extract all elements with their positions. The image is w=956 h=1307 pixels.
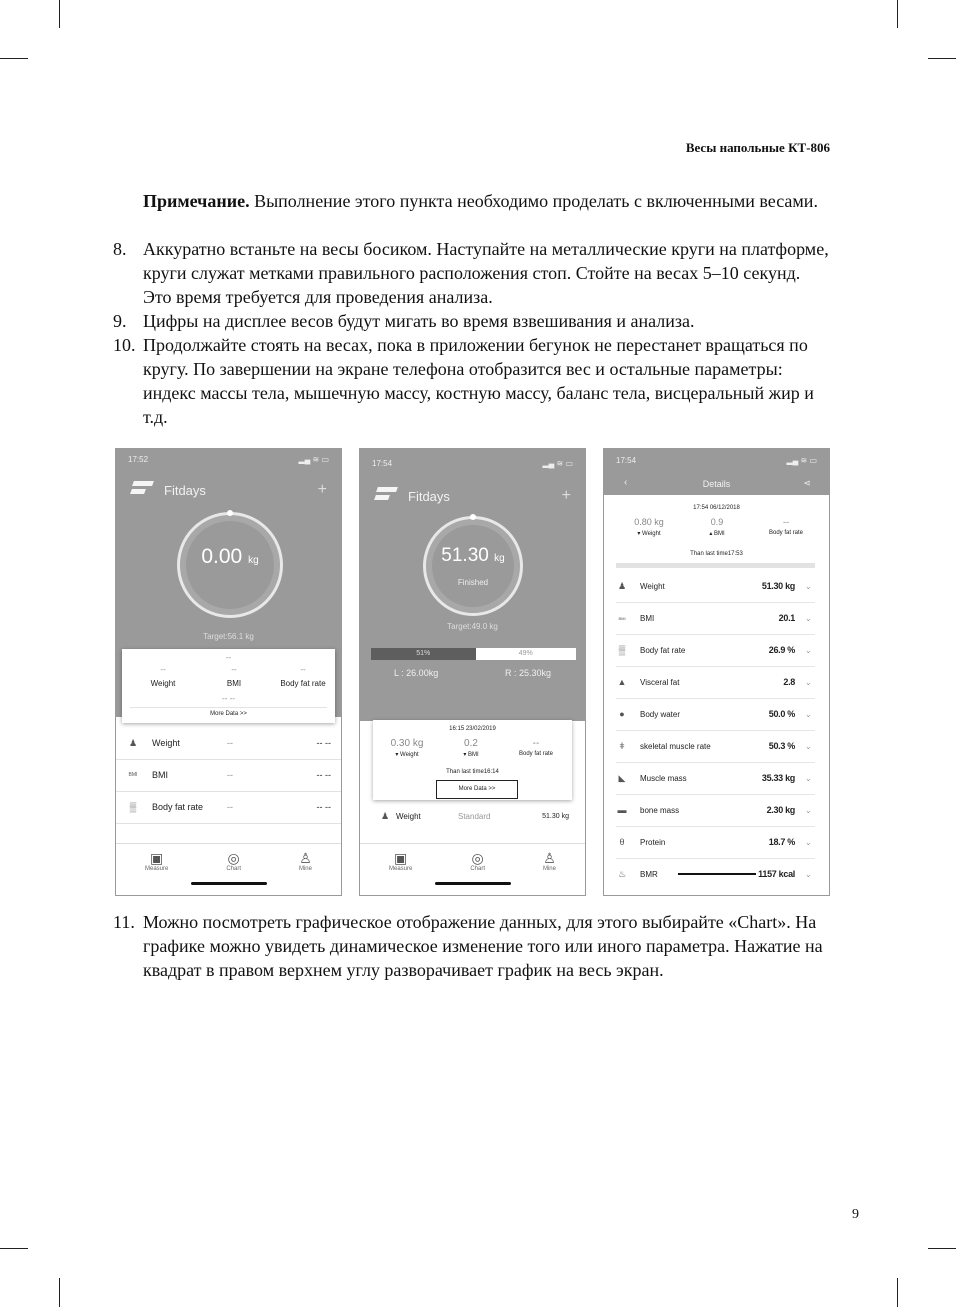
up-arrow-icon: ▴ bbox=[709, 531, 714, 537]
body-fat-icon: ▒ bbox=[618, 645, 626, 655]
body-fat-icon: ▒ bbox=[129, 802, 137, 812]
row-label: Weight bbox=[640, 581, 665, 591]
row-value: -- -- bbox=[316, 770, 331, 780]
table-row[interactable] bbox=[360, 800, 585, 832]
summary-card bbox=[122, 649, 335, 723]
target-weight: Target:49.0 kg bbox=[447, 622, 498, 631]
row-value: 51.30 kg bbox=[761, 581, 795, 591]
metric-column bbox=[684, 517, 750, 537]
running-header: Весы напольные КТ-806 bbox=[685, 140, 830, 155]
weight-ring bbox=[423, 516, 523, 616]
weight-unit: kg bbox=[494, 553, 505, 564]
row-value: 35.33 kg bbox=[761, 773, 795, 783]
chevron-down-icon[interactable]: ⌄ bbox=[805, 581, 812, 591]
metric-label: ▾ BMI bbox=[463, 752, 479, 758]
tab-label: Mine bbox=[298, 866, 312, 872]
row-label: bone mass bbox=[640, 805, 680, 815]
item-number: 11. bbox=[113, 912, 135, 932]
row-value: 2.30 kg bbox=[766, 805, 795, 815]
tab-measure[interactable] bbox=[145, 850, 168, 872]
muscle-icon: ◣ bbox=[618, 772, 626, 783]
metric-value: 0.30 kg bbox=[390, 738, 424, 749]
share-icon[interactable]: ⋖ bbox=[803, 478, 811, 488]
card-mid-value: -- -- bbox=[222, 694, 235, 703]
metric-value: -- bbox=[160, 665, 166, 674]
scale-icon: ▣ bbox=[150, 850, 164, 866]
metric-column bbox=[752, 517, 820, 536]
metric-value: -- bbox=[783, 517, 789, 527]
tab-label: Chart bbox=[226, 866, 241, 872]
bmi-icon: BMI bbox=[128, 772, 138, 778]
measure-date: 17:54 06/12/2018 bbox=[693, 505, 740, 511]
tab-label: Measure bbox=[144, 866, 169, 872]
metric-value: 0.2 bbox=[464, 738, 478, 749]
metric-label: Body fat rate bbox=[518, 751, 554, 757]
tab-label: Chart bbox=[470, 866, 485, 872]
chevron-down-icon[interactable]: ⌄ bbox=[805, 741, 812, 751]
row-label: BMI bbox=[640, 613, 655, 623]
item-number: 8. bbox=[113, 239, 127, 259]
crop-mark bbox=[928, 58, 956, 59]
row-value: 2.8 bbox=[783, 677, 795, 687]
water-drop-icon: ● bbox=[619, 709, 625, 719]
section-divider bbox=[616, 563, 815, 568]
down-arrow-icon: ▾ bbox=[463, 752, 468, 758]
metric-column bbox=[505, 738, 567, 757]
bone-icon: ▬ bbox=[617, 805, 627, 815]
detail-row-muscle-mass[interactable] bbox=[616, 762, 815, 795]
item-text: Цифры на дисплее весов будут мигать во время взвешивания и анализа. bbox=[143, 311, 695, 331]
tab-chart[interactable] bbox=[470, 850, 485, 872]
home-indicator bbox=[191, 882, 267, 885]
crop-mark bbox=[928, 1248, 956, 1249]
table-row[interactable] bbox=[116, 759, 341, 792]
fitdays-logo-icon bbox=[130, 481, 156, 499]
right-balance: 49% bbox=[476, 648, 576, 660]
chevron-down-icon[interactable]: ⌄ bbox=[805, 613, 812, 623]
row-label: Weight bbox=[152, 738, 180, 748]
visceral-fat-icon: ▲ bbox=[617, 677, 627, 687]
tab-mine[interactable] bbox=[299, 850, 312, 872]
row-value: 50.3 % bbox=[768, 741, 795, 751]
chart-icon: ◎ bbox=[227, 850, 240, 866]
progress-dot bbox=[227, 510, 233, 516]
row-value: 50.0 % bbox=[768, 709, 795, 719]
add-icon[interactable]: + bbox=[561, 487, 571, 504]
tab-label: Measure bbox=[388, 866, 413, 872]
down-arrow-icon: ▾ bbox=[395, 752, 401, 758]
right-foot-weight: R : 25.30kg bbox=[504, 668, 551, 678]
row-value: -- -- bbox=[316, 802, 331, 812]
tab-chart[interactable] bbox=[226, 850, 241, 872]
metric-label: ▾ Weight bbox=[395, 752, 419, 758]
row-value: 51.30 kg bbox=[542, 812, 569, 820]
status-time: 17:52 bbox=[128, 455, 149, 464]
detail-row-body-water[interactable] bbox=[616, 698, 815, 731]
status-time: 17:54 bbox=[616, 456, 637, 465]
weight-value bbox=[426, 545, 520, 567]
crop-mark bbox=[59, 0, 60, 28]
row-label: Body fat rate bbox=[640, 645, 686, 655]
status-time: 17:54 bbox=[372, 459, 393, 468]
back-icon[interactable]: ‹ bbox=[624, 477, 628, 488]
flame-icon: ♨ bbox=[617, 868, 627, 879]
metric-value: 0.9 bbox=[710, 517, 724, 527]
skeleton-icon: ǂ bbox=[619, 741, 625, 751]
row-value: -- -- bbox=[316, 738, 331, 748]
add-icon[interactable]: + bbox=[317, 481, 327, 498]
crop-mark bbox=[0, 1248, 28, 1249]
status-bar bbox=[616, 456, 817, 465]
app-bar bbox=[374, 487, 571, 505]
metric-column bbox=[441, 738, 501, 758]
metric-label: Body fat rate bbox=[768, 530, 804, 536]
measure-date: 16:15 23/02/2019 bbox=[449, 726, 496, 732]
detail-row-protein[interactable] bbox=[616, 826, 815, 859]
metric-label: Weight bbox=[150, 679, 176, 688]
chevron-down-icon[interactable]: ⌄ bbox=[805, 677, 812, 687]
chevron-down-icon[interactable]: ⌄ bbox=[805, 773, 812, 783]
weight-ring bbox=[177, 512, 283, 618]
than-last-time: Than last time17:53 bbox=[690, 551, 743, 557]
row-label: Body fat rate bbox=[152, 802, 204, 812]
row-label: Weight bbox=[396, 811, 421, 821]
row-value: 26.9 % bbox=[768, 645, 795, 655]
weight-number: 0.00 bbox=[201, 545, 243, 568]
row-value: 1157 kcal bbox=[758, 869, 795, 879]
more-data-button[interactable]: More Data >> bbox=[436, 780, 518, 799]
table-row[interactable] bbox=[116, 791, 341, 824]
left-foot-weight: L : 26.00kg bbox=[394, 668, 439, 678]
metric-value: 0.80 kg bbox=[634, 517, 664, 527]
note-text: Выполнение этого пункта необходимо проделать с включенными весами. bbox=[249, 191, 818, 211]
more-data-link[interactable]: More Data >> bbox=[130, 707, 327, 717]
person-icon: ♙ bbox=[299, 850, 312, 866]
metric-label: Body fat rate bbox=[280, 679, 326, 688]
row-mid: -- bbox=[227, 738, 233, 748]
protein-icon: θ bbox=[619, 837, 625, 847]
list-item bbox=[113, 309, 833, 333]
metric-value: -- bbox=[300, 665, 306, 674]
weight-icon: ♟ bbox=[617, 580, 627, 591]
detail-row-skeletal-muscle[interactable] bbox=[616, 730, 815, 763]
fitdays-logo-icon bbox=[374, 487, 400, 505]
chart-icon: ◎ bbox=[471, 850, 484, 866]
chevron-down-icon[interactable]: ⌄ bbox=[805, 709, 812, 719]
bmi-icon: BMI bbox=[618, 615, 626, 621]
page-title: Details bbox=[702, 479, 731, 489]
row-label: skeletal muscle rate bbox=[640, 741, 711, 751]
detail-row-body-fat[interactable] bbox=[616, 634, 815, 667]
app-bar bbox=[130, 481, 327, 499]
weight-icon: ♟ bbox=[380, 810, 390, 821]
person-icon: ♙ bbox=[543, 850, 556, 866]
row-label: Protein bbox=[640, 837, 666, 847]
than-last-time: Than last time16:14 bbox=[446, 769, 499, 775]
metric-column bbox=[268, 665, 338, 688]
finished-label: Finished bbox=[457, 578, 489, 587]
comparison-card bbox=[373, 720, 572, 800]
row-label: BMI bbox=[152, 770, 169, 780]
weight-unit: kg bbox=[248, 555, 259, 566]
row-label: Visceral fat bbox=[640, 677, 680, 687]
metric-label: ▾ Weight bbox=[637, 531, 661, 537]
phone-screenshot-finished bbox=[359, 448, 586, 896]
status-bar bbox=[372, 459, 573, 468]
status-bar bbox=[128, 455, 329, 464]
down-arrow-icon: ▾ bbox=[637, 531, 643, 537]
chevron-down-icon[interactable]: ⌄ bbox=[805, 869, 812, 879]
home-indicator bbox=[435, 882, 511, 885]
weight-value bbox=[180, 545, 280, 569]
crop-mark bbox=[897, 1278, 898, 1307]
metric-column bbox=[128, 665, 198, 688]
signal-icon: ▂▄ ≋ ▭ bbox=[786, 456, 817, 465]
crop-mark bbox=[59, 1278, 60, 1307]
chevron-down-icon[interactable]: ⌄ bbox=[805, 837, 812, 847]
detail-row-bmr[interactable] bbox=[616, 858, 815, 890]
detail-row-bmi[interactable] bbox=[616, 602, 815, 635]
page-number: 9 bbox=[852, 1207, 859, 1222]
balance-bar bbox=[371, 648, 576, 660]
note-label: Примечание. bbox=[143, 191, 250, 211]
row-value: 18.7 % bbox=[768, 837, 795, 847]
tab-bar bbox=[116, 843, 341, 895]
scale-icon: ▣ bbox=[394, 850, 408, 866]
row-label: BMR bbox=[640, 869, 658, 879]
metric-value: -- bbox=[231, 665, 237, 674]
list-item bbox=[113, 237, 833, 309]
item-text: Можно посмотреть графическое отображение данных, для этого выбирайте «Chart». На графике можно увидеть динамическое изменение того или иного параметра. Нажатие на квадрат в правом верхнем углу разворачивает график на весь экран. bbox=[143, 912, 823, 980]
weight-number: 51.30 bbox=[441, 545, 489, 566]
metric-column bbox=[199, 665, 269, 688]
metric-label: BMI bbox=[226, 679, 242, 688]
app-name: Fitdays bbox=[408, 488, 450, 504]
tab-mine[interactable] bbox=[543, 850, 556, 872]
list-item bbox=[113, 333, 833, 429]
signal-icon: ▂▄ ≋ ▭ bbox=[298, 455, 329, 464]
item-number: 10. bbox=[113, 335, 136, 355]
phone-screenshot-measuring bbox=[115, 448, 342, 896]
row-label: Body water bbox=[640, 709, 681, 719]
tab-measure[interactable] bbox=[389, 850, 412, 872]
row-label: Muscle mass bbox=[640, 773, 687, 783]
left-balance: 51% bbox=[371, 648, 476, 660]
tab-bar bbox=[360, 843, 585, 895]
detail-row-weight[interactable] bbox=[616, 570, 815, 603]
metric-value: -- bbox=[532, 738, 540, 749]
item-number: 9. bbox=[113, 311, 127, 331]
detail-row-visceral-fat[interactable] bbox=[616, 666, 815, 699]
chevron-down-icon[interactable]: ⌄ bbox=[805, 805, 812, 815]
item-text: Аккуратно встаньте на весы босиком. Наступайте на металлические круги на платформе, круги служат метками правильного расположения стоп. Стойте на весах 5–10 секунд. Это время требуется для проведения анализа. bbox=[143, 239, 829, 307]
row-mid: Standard bbox=[458, 811, 491, 821]
app-name: Fitdays bbox=[164, 482, 206, 498]
row-value: 20.1 bbox=[778, 613, 795, 623]
table-row[interactable] bbox=[116, 727, 341, 760]
crop-mark bbox=[897, 0, 898, 28]
detail-row-bone-mass[interactable] bbox=[616, 794, 815, 827]
row-mid: -- bbox=[227, 770, 233, 780]
chevron-down-icon[interactable]: ⌄ bbox=[805, 645, 812, 655]
note-paragraph bbox=[143, 189, 833, 213]
crop-mark bbox=[0, 58, 28, 59]
metric-label: ▴ BMI bbox=[709, 531, 725, 537]
weight-icon: ♟ bbox=[128, 737, 138, 748]
metric-column bbox=[377, 738, 437, 758]
metric-column bbox=[616, 517, 682, 537]
card-top-value: -- bbox=[225, 653, 232, 662]
progress-dot bbox=[470, 514, 476, 520]
tab-label: Mine bbox=[542, 866, 556, 872]
annotation-line bbox=[678, 873, 756, 875]
list-item bbox=[113, 910, 833, 982]
row-mid: -- bbox=[227, 802, 233, 812]
item-text: Продолжайте стоять на весах, пока в приложении бегунок не перестанет вращаться по кругу. По завершении на экране телефона отобразится вес и остальные параметры: индекс массы тела, мышечную массу, костную массу, баланс тела, висцеральный жир и т.д. bbox=[143, 335, 814, 427]
target-weight: Target:56.1 kg bbox=[203, 632, 254, 641]
phone-screenshot-details bbox=[603, 448, 830, 896]
signal-icon: ▂▄ ≋ ▭ bbox=[542, 459, 573, 468]
